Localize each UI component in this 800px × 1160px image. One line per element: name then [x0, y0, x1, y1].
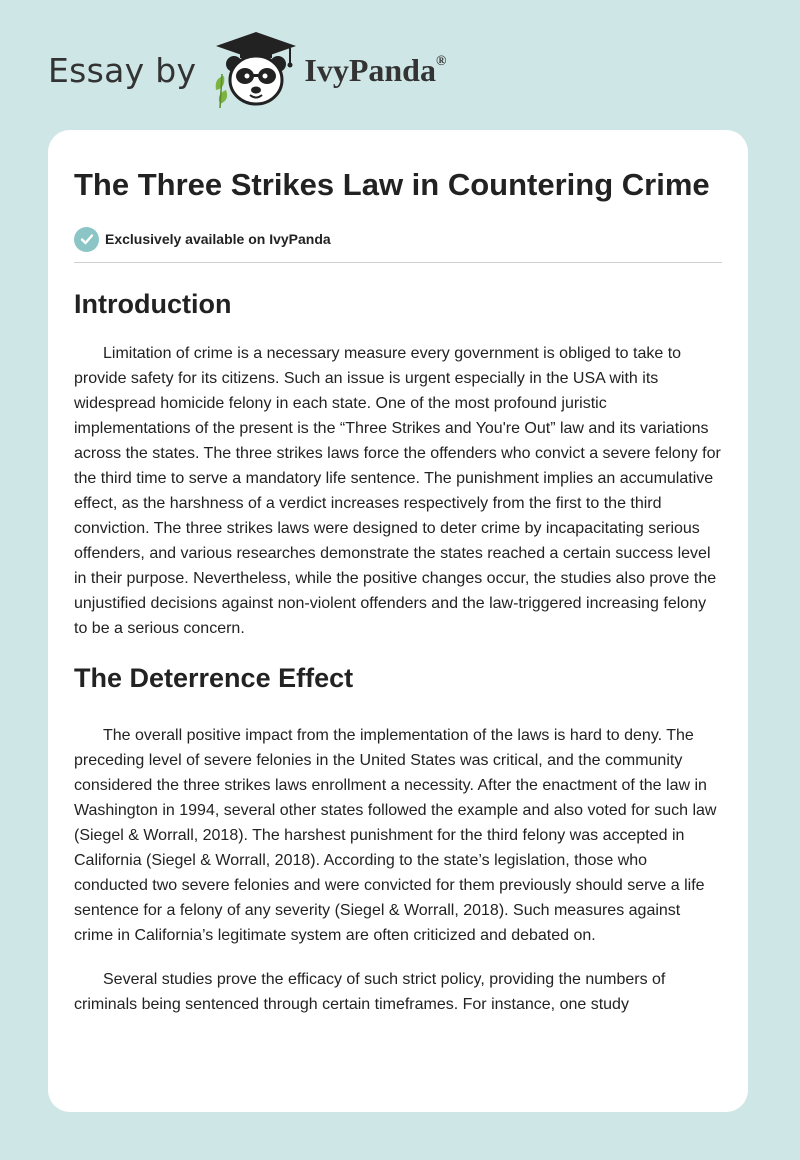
- checkmark-icon: [74, 227, 99, 252]
- paragraph: The overall positive impact from the implementation of the laws is hard to deny. The preceding level of severe felonies in the United States was critical, and the community considered the three strikes laws enrollment a necessity. After the enactment of the law in Washington in 1994, several other states followed the example and also voted for such law (Siegel & Worrall, 2018). The harshest punishment for the third felony was accepted in California (Siegel & Worrall, 2018). According to the state’s legislation, those who conducted two severe felonies and were convicted for them previously should serve a life sentence for a felony of any severity (Siegel & Worrall, 2018). Such measures against crime in California’s legitimate system are often criticized and debated on.: [74, 727, 717, 944]
- essay-card: [48, 130, 748, 1112]
- site-header: [48, 30, 446, 110]
- essay-title: The Three Strikes Law in Countering Crime: [74, 167, 710, 202]
- section-heading-deterrence-effect: The Deterrence Effect: [74, 663, 354, 693]
- paragraph: Several studies prove the efficacy of such strict policy, providing the numbers of criminals being sentenced through certain timeframes. For instance, one study: [74, 971, 666, 1013]
- exclusive-badge: [74, 226, 722, 252]
- divider: [74, 262, 722, 263]
- panda-logo-icon[interactable]: [210, 30, 302, 110]
- section-heading-introduction: Introduction: [74, 289, 232, 319]
- brand-name[interactable]: [304, 52, 446, 89]
- registered-mark: ®: [435, 53, 447, 69]
- essay-by-label: Essay by: [48, 50, 197, 90]
- exclusive-badge-label: Exclusively available on IvyPanda: [105, 231, 331, 247]
- brand-text: IvyPanda: [304, 51, 436, 88]
- paragraph: Limitation of crime is a necessary measure every government is obliged to take to provide safety for its citizens. Such an issue is urgent especially in the USA with its widespread homicide felony in each state. One of the most profound juristic implementations of the present is the “Three Strikes and You're Out” law and its variations across the states. The three strikes laws force the offenders who convict a severe felony for the third time to serve a mandatory life sentence. The punishment implies an accumulative effect, as the harshness of a verdict increases respectively from the first to the third conviction. The three strikes laws were designed to deter crime by incapacitating serious offenders, and various researches demonstrate the states reached a certain success level in their purpose. Nevertheless, while the positive changes occur, the studies also prove the unjustified decisions against non-violent offenders and the law-triggered increasing felony to be a serious concern.: [74, 345, 721, 637]
